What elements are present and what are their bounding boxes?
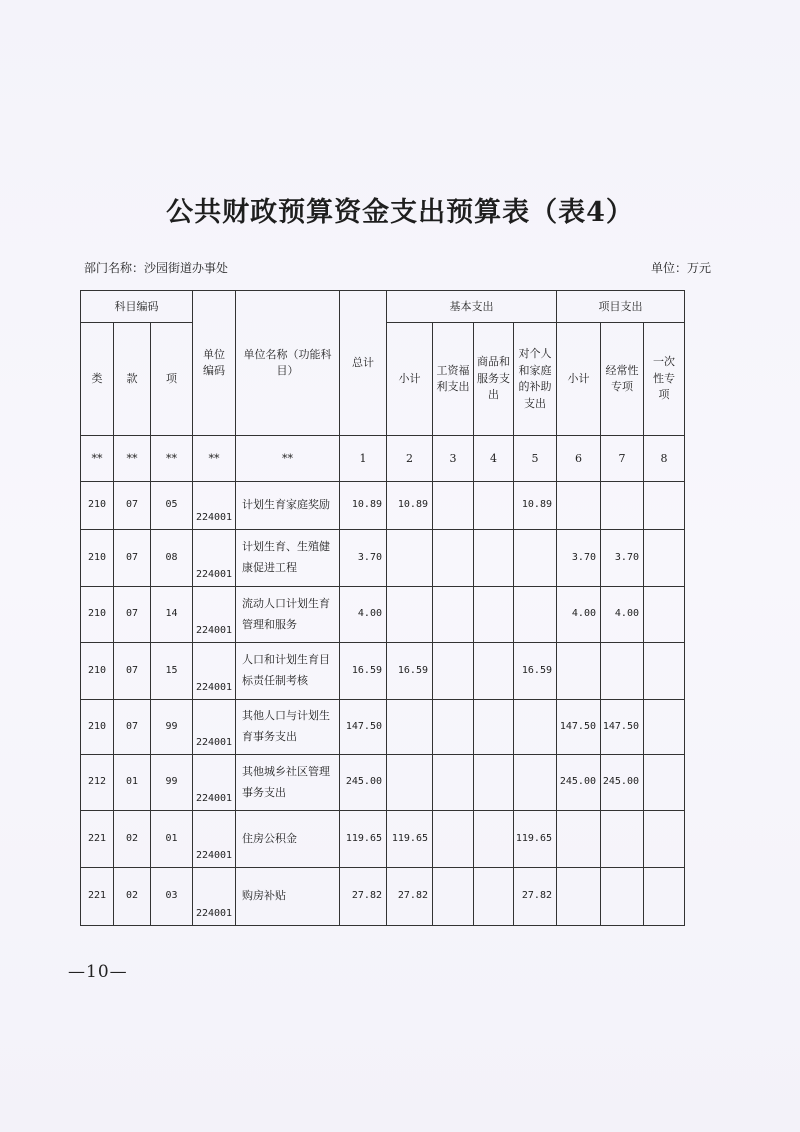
row-kuan: 07 (114, 482, 151, 530)
header-subject-code: 科目编码 (81, 291, 193, 323)
row-lei: 210 (81, 530, 114, 587)
department-label: 部门名称：沙园街道办事处 (84, 261, 229, 275)
header-goods: 商品和服务支出 (474, 323, 514, 436)
header-subsidy: 对个人和家庭的补助支出 (514, 323, 557, 436)
row-lei: 210 (81, 482, 114, 530)
header-kuan: 款 (114, 323, 151, 436)
row-project-subtotal: 147.50 (557, 700, 601, 755)
row-onetime (644, 530, 685, 587)
page-title: 公共财政预算资金支出预算表（表4） (166, 197, 634, 228)
index-cell: ** (193, 436, 236, 482)
row-total: 16.59 (340, 643, 387, 700)
row-goods (474, 700, 514, 755)
row-basic-subtotal: 16.59 (387, 643, 433, 700)
index-cell: 5 (514, 436, 557, 482)
row-xiang: 99 (151, 755, 193, 811)
row-unit-name: 其他城乡社区管理事务支出 (236, 755, 340, 811)
row-subsidy: 27.82 (514, 868, 557, 926)
row-lei: 210 (81, 643, 114, 700)
header-row-1 (81, 291, 685, 323)
row-unit-code: 224001 (193, 587, 236, 643)
index-row (81, 436, 685, 482)
header-xiang: 项 (151, 323, 193, 436)
row-xiang: 14 (151, 587, 193, 643)
row-unit-name: 其他人口与计划生育事务支出 (236, 700, 340, 755)
row-kuan: 07 (114, 643, 151, 700)
row-subsidy: 119.65 (514, 811, 557, 868)
row-wages (433, 643, 474, 700)
row-total: 27.82 (340, 868, 387, 926)
row-unit-name: 住房公积金 (236, 811, 340, 868)
row-subsidy (514, 755, 557, 811)
row-basic-subtotal (387, 530, 433, 587)
index-cell: ** (81, 436, 114, 482)
budget-table (80, 290, 685, 926)
row-project-subtotal (557, 868, 601, 926)
row-project-subtotal (557, 482, 601, 530)
row-unit-code: 224001 (193, 755, 236, 811)
table-row (81, 482, 685, 530)
row-basic-subtotal (387, 755, 433, 811)
row-unit-name: 流动人口计划生育管理和服务 (236, 587, 340, 643)
header-unit-code: 单位编码 (193, 291, 236, 436)
row-recurring (601, 482, 644, 530)
row-kuan: 07 (114, 700, 151, 755)
index-cell: 1 (340, 436, 387, 482)
row-project-subtotal: 245.00 (557, 755, 601, 811)
row-project-subtotal: 3.70 (557, 530, 601, 587)
index-cell: ** (114, 436, 151, 482)
row-onetime (644, 811, 685, 868)
row-basic-subtotal (387, 700, 433, 755)
row-kuan: 01 (114, 755, 151, 811)
row-onetime (644, 643, 685, 700)
row-wages (433, 755, 474, 811)
header-recurring: 经常性专项 (601, 323, 644, 436)
table-row (81, 700, 685, 755)
header-project: 项目支出 (557, 291, 685, 323)
row-xiang: 03 (151, 868, 193, 926)
header-unit-name: 单位名称（功能科目） (236, 291, 340, 436)
header-project-subtotal: 小计 (557, 323, 601, 436)
table-row (81, 530, 685, 587)
row-basic-subtotal: 10.89 (387, 482, 433, 530)
row-unit-name: 计划生育家庭奖励 (236, 482, 340, 530)
row-onetime (644, 587, 685, 643)
row-onetime (644, 482, 685, 530)
row-wages (433, 700, 474, 755)
row-xiang: 01 (151, 811, 193, 868)
row-lei: 221 (81, 811, 114, 868)
row-lei: 210 (81, 587, 114, 643)
index-cell: 7 (601, 436, 644, 482)
row-subsidy: 10.89 (514, 482, 557, 530)
row-subsidy (514, 530, 557, 587)
row-subsidy (514, 700, 557, 755)
row-lei: 210 (81, 700, 114, 755)
table-body (81, 482, 685, 926)
index-cell: ** (151, 436, 193, 482)
header-lei: 类 (81, 323, 114, 436)
row-goods (474, 868, 514, 926)
row-wages (433, 587, 474, 643)
row-basic-subtotal (387, 587, 433, 643)
row-total: 4.00 (340, 587, 387, 643)
row-recurring (601, 868, 644, 926)
row-kuan: 02 (114, 811, 151, 868)
row-recurring: 4.00 (601, 587, 644, 643)
page-number: —10— (68, 962, 128, 982)
table-row (81, 868, 685, 926)
table-row (81, 811, 685, 868)
row-goods (474, 755, 514, 811)
row-goods (474, 587, 514, 643)
row-onetime (644, 700, 685, 755)
header-wages: 工资福利支出 (433, 323, 474, 436)
row-lei: 212 (81, 755, 114, 811)
row-onetime (644, 755, 685, 811)
row-recurring (601, 643, 644, 700)
row-xiang: 99 (151, 700, 193, 755)
unit-label: 单位：万元 (651, 261, 712, 275)
row-basic-subtotal: 119.65 (387, 811, 433, 868)
row-total: 3.70 (340, 530, 387, 587)
header-basic-subtotal: 小计 (387, 323, 433, 436)
row-total: 10.89 (340, 482, 387, 530)
row-recurring: 245.00 (601, 755, 644, 811)
row-recurring: 3.70 (601, 530, 644, 587)
row-project-subtotal (557, 643, 601, 700)
row-unit-code: 224001 (193, 530, 236, 587)
row-xiang: 08 (151, 530, 193, 587)
row-xiang: 05 (151, 482, 193, 530)
row-onetime (644, 868, 685, 926)
header-total: 总计 (340, 291, 387, 436)
row-goods (474, 482, 514, 530)
header-onetime: 一次性专项 (644, 323, 685, 436)
row-kuan: 02 (114, 868, 151, 926)
row-kuan: 07 (114, 530, 151, 587)
row-kuan: 07 (114, 587, 151, 643)
row-subsidy: 16.59 (514, 643, 557, 700)
row-total: 245.00 (340, 755, 387, 811)
index-cell: 6 (557, 436, 601, 482)
row-unit-code: 224001 (193, 643, 236, 700)
row-unit-name: 计划生育、生殖健康促进工程 (236, 530, 340, 587)
row-unit-name: 人口和计划生育目标责任制考核 (236, 643, 340, 700)
row-total: 147.50 (340, 700, 387, 755)
row-total: 119.65 (340, 811, 387, 868)
row-lei: 221 (81, 868, 114, 926)
table-row (81, 755, 685, 811)
row-unit-code: 224001 (193, 811, 236, 868)
row-unit-code: 224001 (193, 482, 236, 530)
index-cell: 8 (644, 436, 685, 482)
row-wages (433, 811, 474, 868)
table-row (81, 587, 685, 643)
row-wages (433, 868, 474, 926)
row-recurring (601, 811, 644, 868)
row-unit-name: 购房补贴 (236, 868, 340, 926)
row-project-subtotal (557, 811, 601, 868)
index-cell: 4 (474, 436, 514, 482)
row-goods (474, 811, 514, 868)
index-cell: 3 (433, 436, 474, 482)
row-wages (433, 530, 474, 587)
row-subsidy (514, 587, 557, 643)
table-row (81, 643, 685, 700)
index-cell: 2 (387, 436, 433, 482)
row-goods (474, 530, 514, 587)
row-xiang: 15 (151, 643, 193, 700)
index-cell: ** (236, 436, 340, 482)
row-wages (433, 482, 474, 530)
row-project-subtotal: 4.00 (557, 587, 601, 643)
row-recurring: 147.50 (601, 700, 644, 755)
row-unit-code: 224001 (193, 700, 236, 755)
row-unit-code: 224001 (193, 868, 236, 926)
row-basic-subtotal: 27.82 (387, 868, 433, 926)
row-goods (474, 643, 514, 700)
header-basic: 基本支出 (387, 291, 557, 323)
